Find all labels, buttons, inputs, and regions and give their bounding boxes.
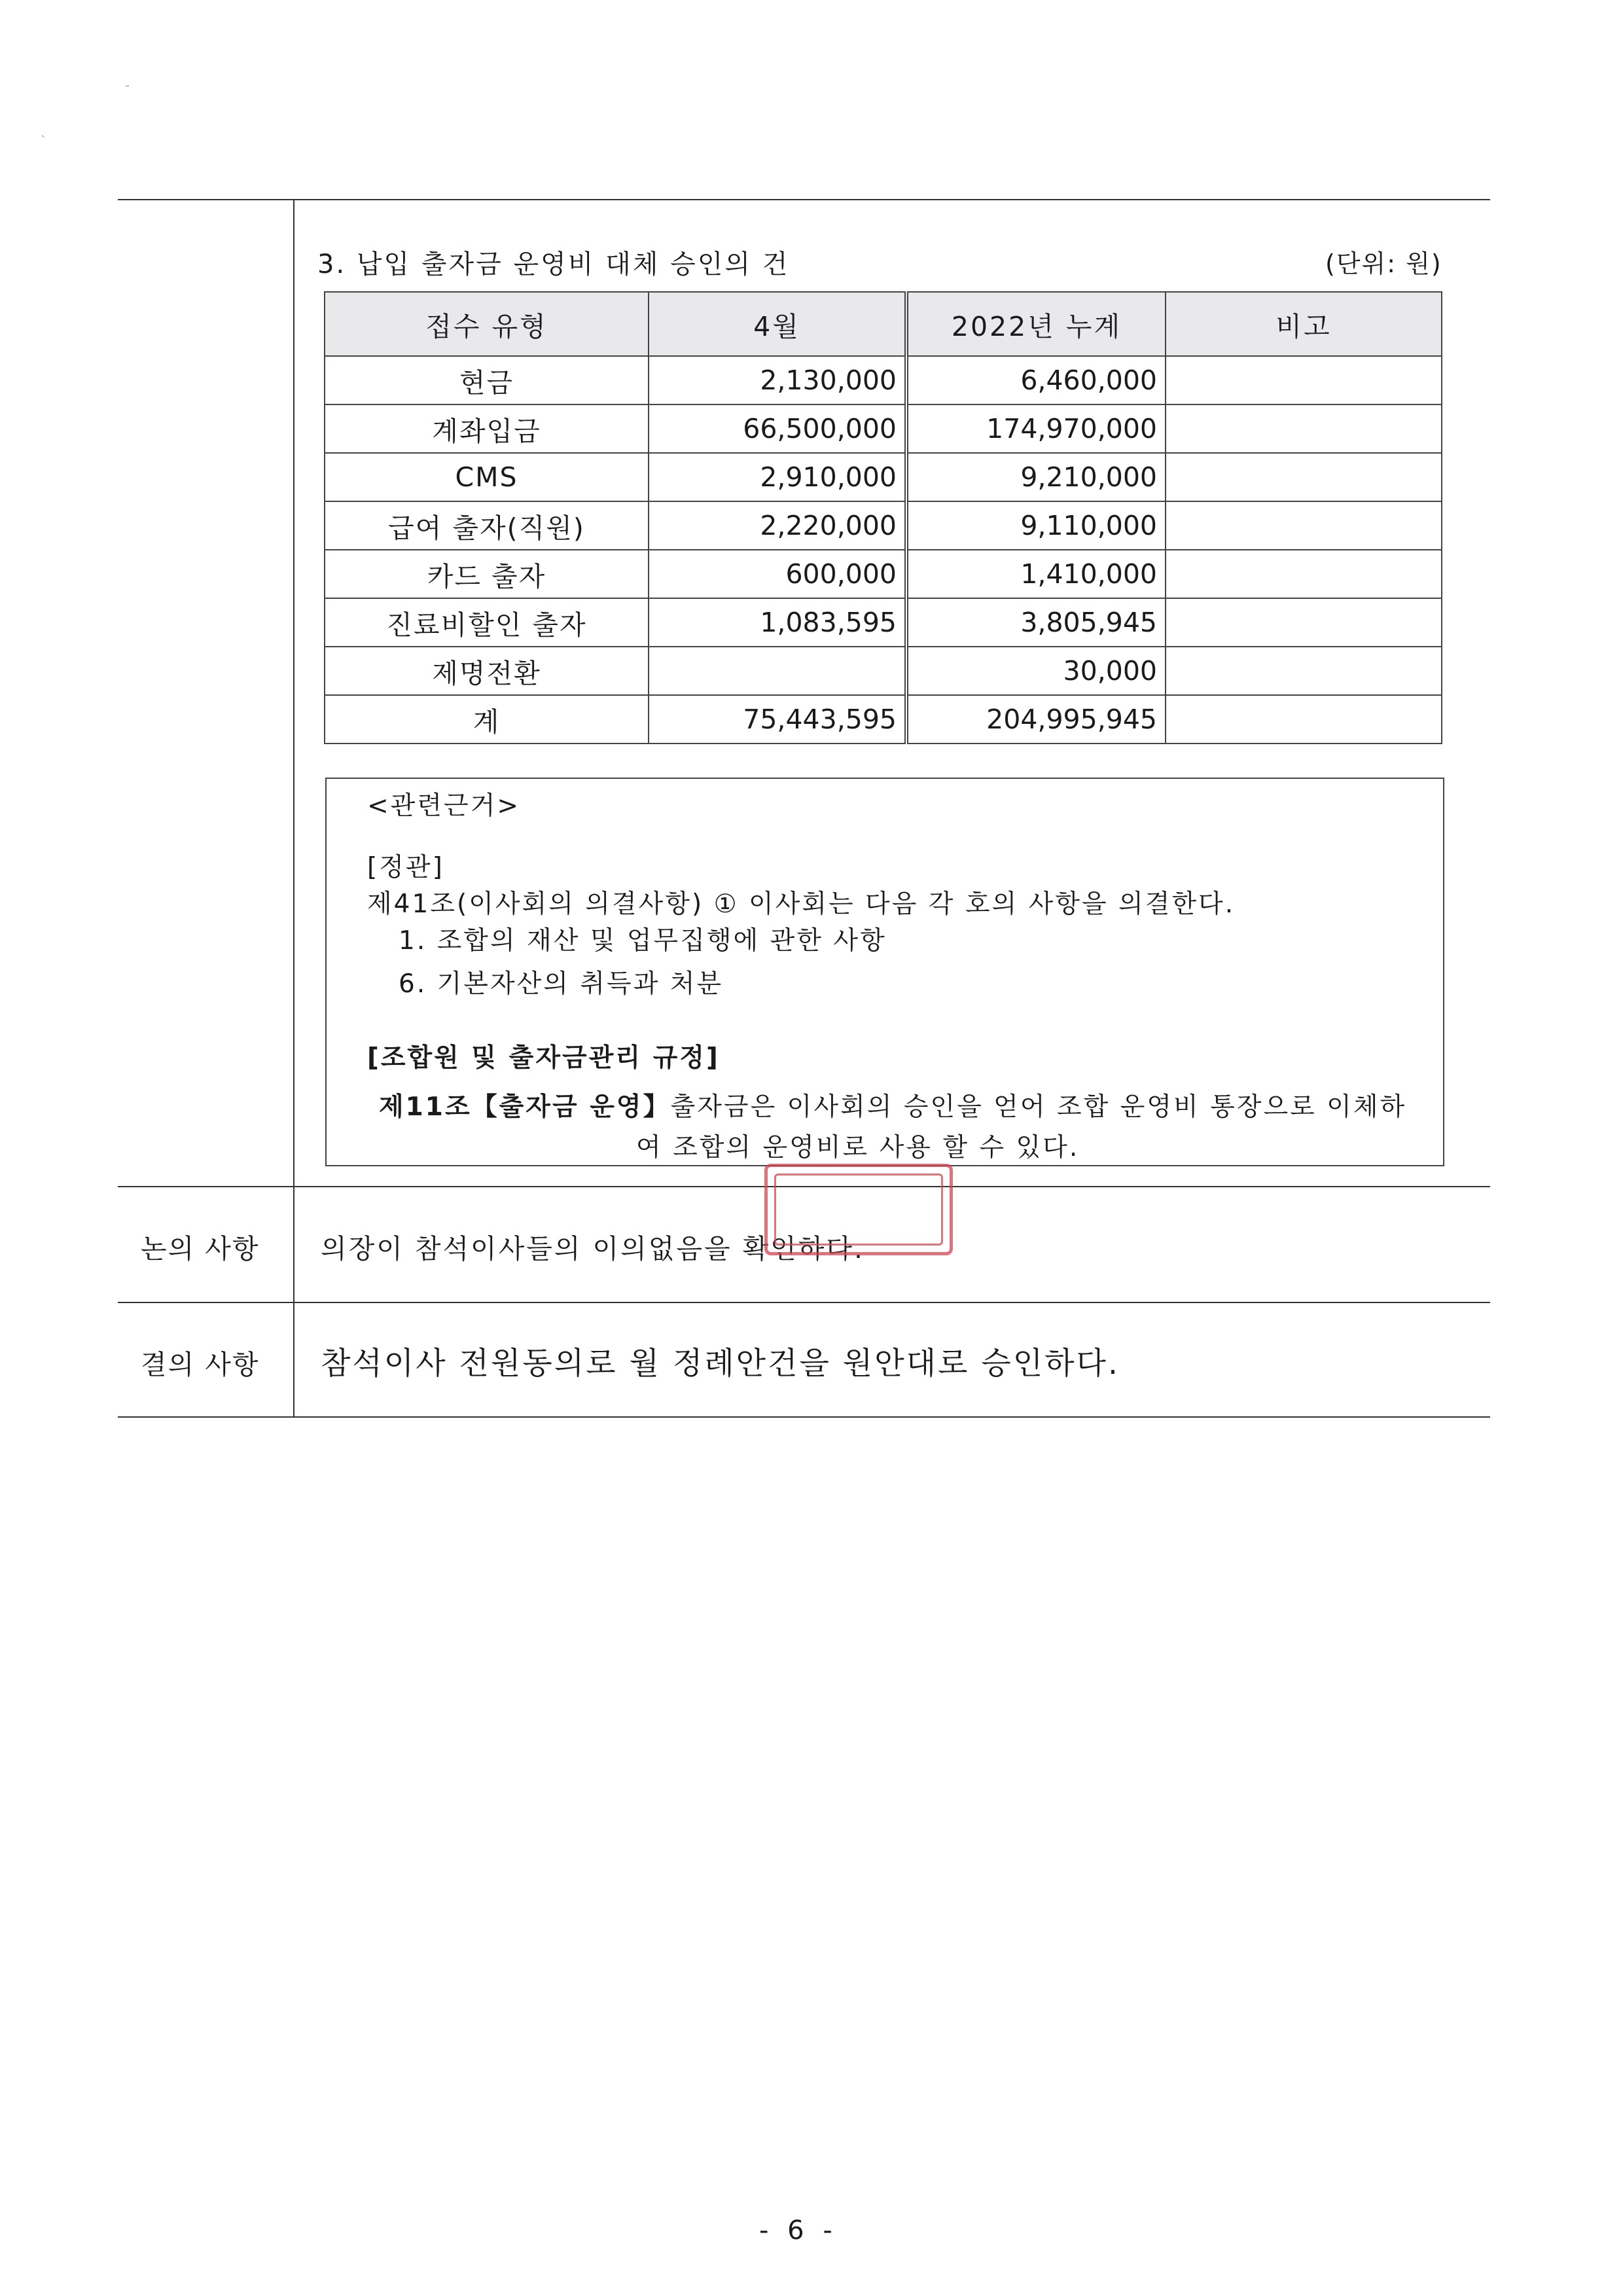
cell-type: 급여 출자(직원) — [325, 501, 649, 550]
cell-remarks — [1166, 356, 1442, 404]
cell-ytd: 9,110,000 — [906, 501, 1166, 550]
scan-speck: ` — [41, 134, 46, 148]
articles-title: [정관] — [367, 853, 444, 882]
cell-remarks — [1166, 501, 1442, 550]
cell-april: 2,910,000 — [649, 453, 906, 501]
discussion-text: 의장이 참석이사들의 이의없음을 확인하다. — [321, 1233, 865, 1265]
cell-april: 2,130,000 — [649, 356, 906, 404]
article-41: 제41조(이사회의 의결사항) ① 이사회는 다음 각 호의 사항을 의결한다. — [367, 889, 1236, 919]
rules-title: [조합원 및 출자금관리 규정] — [367, 1043, 720, 1073]
cell-type: 진료비할인 출자 — [325, 598, 649, 647]
cell-remarks — [1166, 695, 1442, 744]
cell-ytd: 6,460,000 — [906, 356, 1166, 404]
cell-type: 카드 출자 — [325, 550, 649, 598]
table-row — [325, 647, 1442, 695]
cell-ytd: 174,970,000 — [906, 404, 1166, 453]
header-type: 접수 유형 — [325, 292, 649, 356]
basis-heading: <관련근거> — [367, 791, 521, 821]
cell-april: 600,000 — [649, 550, 906, 598]
cell-april: 2,220,000 — [649, 501, 906, 550]
cell-type: 계 — [325, 695, 649, 744]
organization-seal — [764, 1164, 953, 1255]
cell-remarks — [1166, 598, 1442, 647]
table-row — [325, 501, 1442, 550]
form-bottom-rule — [118, 1416, 1490, 1418]
cell-remarks — [1166, 647, 1442, 695]
cell-ytd: 30,000 — [906, 647, 1166, 695]
table-total-row — [325, 695, 1442, 744]
resolution-text: 참석이사 전원동의로 월 정례안건을 원안대로 승인하다. — [321, 1346, 1120, 1382]
table-row — [325, 550, 1442, 598]
cell-type: 제명전환 — [325, 647, 649, 695]
cell-remarks — [1166, 453, 1442, 501]
table-header-row — [325, 292, 1442, 356]
table-row — [325, 356, 1442, 404]
form-top-rule — [118, 199, 1490, 200]
related-basis-box — [325, 778, 1444, 1166]
scan-speck: ˘ — [124, 84, 130, 98]
resolution-label: 결의 사항 — [141, 1349, 260, 1380]
article-41-item-6: 6. 기본자산의 취득과 처분 — [399, 969, 724, 999]
article-11-continued: 여 조합의 운영비로 사용 할 수 있다. — [636, 1133, 1080, 1162]
table-row — [325, 598, 1442, 647]
article-11 — [379, 1086, 1406, 1123]
contribution-table — [324, 291, 1442, 744]
cell-april: 66,500,000 — [649, 404, 906, 453]
form-rule-resolution — [118, 1302, 1490, 1303]
cell-type: 계좌입금 — [325, 404, 649, 453]
cell-april — [649, 647, 906, 695]
article-41-item-1: 1. 조합의 재산 및 업무집행에 관한 사항 — [399, 926, 887, 956]
cell-ytd: 204,995,945 — [906, 695, 1166, 744]
cell-april: 1,083,595 — [649, 598, 906, 647]
cell-remarks — [1166, 550, 1442, 598]
cell-remarks — [1166, 404, 1442, 453]
article-11-head: 제11조【출자금 운영】 — [379, 1092, 671, 1122]
article-11-body: 출자금은 이사회의 승인을 얻어 조합 운영비 통장으로 이체하 — [670, 1092, 1407, 1122]
table-row — [325, 453, 1442, 501]
page-number: - 6 - — [759, 2215, 838, 2246]
cell-ytd: 1,410,000 — [906, 550, 1166, 598]
section-title: 3. 납입 출자금 운영비 대체 승인의 건 — [317, 249, 790, 279]
cell-type: 현금 — [325, 356, 649, 404]
header-remarks: 비고 — [1166, 292, 1442, 356]
table-row — [325, 404, 1442, 453]
cell-ytd: 3,805,945 — [906, 598, 1166, 647]
cell-type: CMS — [325, 453, 649, 501]
unit-note: (단위: 원) — [1325, 249, 1442, 278]
discussion-label: 논의 사항 — [141, 1233, 260, 1265]
cell-april: 75,443,595 — [649, 695, 906, 744]
header-ytd: 2022년 누계 — [906, 292, 1166, 356]
cell-ytd: 9,210,000 — [906, 453, 1166, 501]
form-column-divider — [293, 199, 294, 1418]
organization-seal-inner — [774, 1174, 943, 1246]
header-april: 4월 — [649, 292, 906, 356]
